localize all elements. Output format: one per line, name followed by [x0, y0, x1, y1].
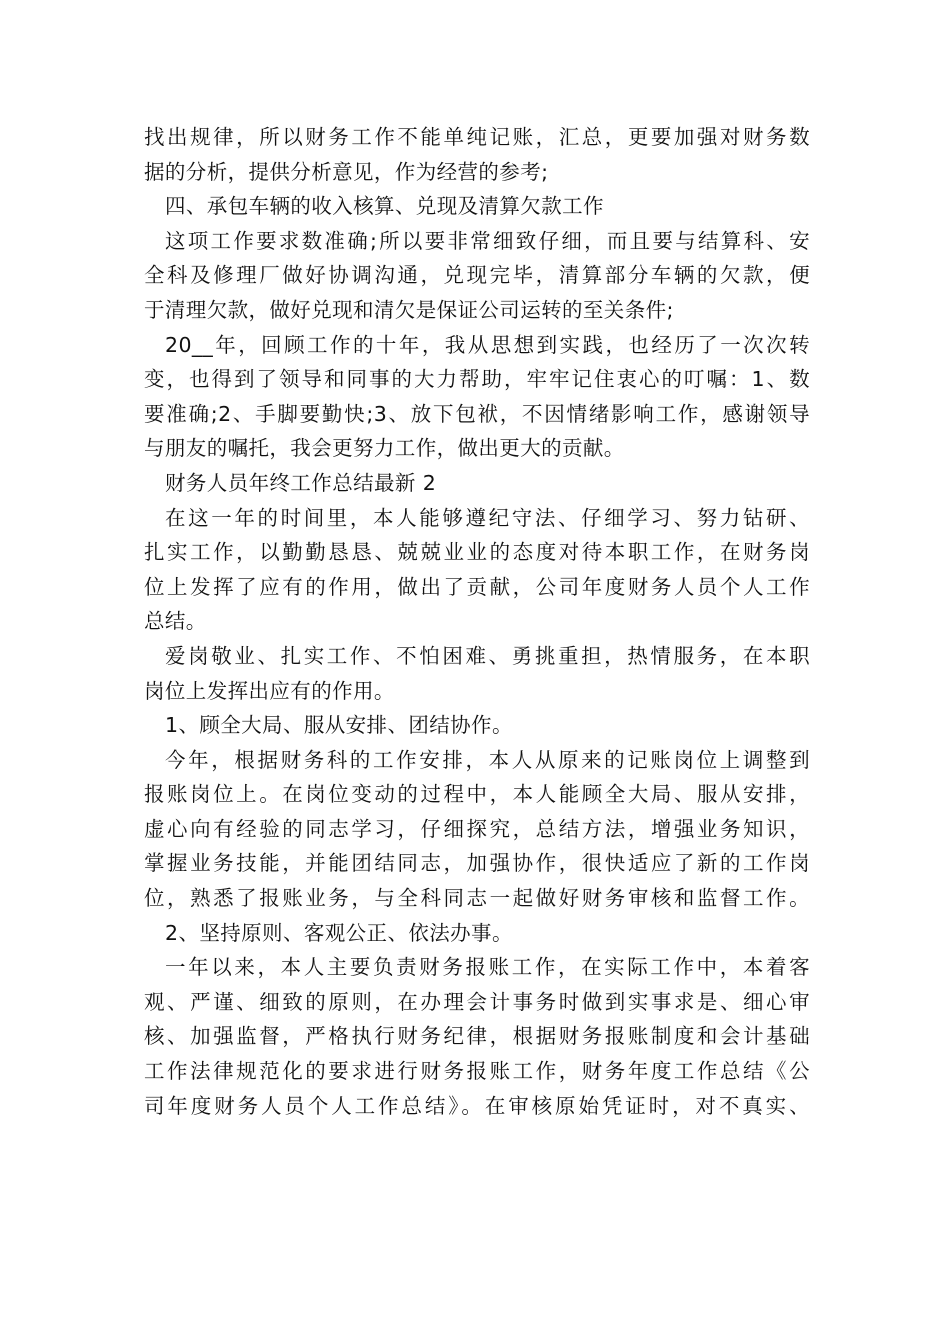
- text-line: 据的分析，提供分析意见，作为经营的参考;: [144, 159, 549, 184]
- text-line: 位上发挥了应有的作用，做出了贡献，公司年度财务人员个人工作: [144, 574, 810, 599]
- document-page: [144, 120, 810, 1123]
- text-line: 位，熟悉了报账业务，与全科同志一起做好财务审核和监督工作。: [144, 886, 810, 911]
- section-heading: 2、坚持原则、客观公正、依法办事。: [165, 920, 513, 945]
- text-line: 观、严谨、细致的原则，在办理会计事务时做到实事求是、细心审: [144, 989, 810, 1014]
- text-line: 要准确;2、手脚要勤快;3、放下包袱，不因情绪影响工作，感谢领导: [144, 401, 810, 426]
- document-subtitle: 财务人员年终工作总结最新 2: [165, 470, 437, 495]
- text-line: 司年度财务人员个人工作总结》。在审核原始凭证时，对不真实、: [144, 1093, 810, 1118]
- text-line: 一年以来，本人主要负责财务报账工作，在实际工作中，本着客: [165, 955, 810, 980]
- text-line: 报账岗位上。在岗位变动的过程中，本人能顾全大局、服从安排，: [144, 782, 810, 807]
- text-line: 全科及修理厂做好协调沟通，兑现完毕，清算部分车辆的欠款，便: [144, 263, 810, 288]
- text-line: 爱岗敬业、扎实工作、不怕困难、勇挑重担，热情服务，在本职: [165, 643, 810, 668]
- text-line: 这项工作要求数准确;所以要非常细致仔细，而且要与结算科、安: [165, 228, 810, 253]
- text-line: 虚心向有经验的同志学习，仔细探究，总结方法，增强业务知识，: [144, 816, 810, 841]
- text-line: 总结。: [144, 609, 207, 634]
- text-line: 岗位上发挥出应有的作用。: [144, 678, 395, 703]
- text-line: 于清理欠款，做好兑现和清欠是保证公司运转的至关条件;: [144, 297, 674, 322]
- text-line: 20__年，回顾工作的十年，我从思想到实践，也经历了一次次转: [165, 332, 810, 357]
- text-line: 掌握业务技能，并能团结同志，加强协作，很快适应了新的工作岗: [144, 851, 810, 876]
- text-line: 核、加强监督，严格执行财务纪律，根据财务报账制度和会计基础: [144, 1024, 810, 1049]
- text-line: 找出规律，所以财务工作不能单纯记账，汇总，更要加强对财务数: [144, 125, 810, 149]
- text-line: 变，也得到了领导和同事的大力帮助，牢牢记住衷心的叮嘱：1、数: [144, 367, 810, 392]
- text-line: 与朋友的嘱托，我会更努力工作，做出更大的贡献。: [144, 436, 625, 461]
- section-heading: 四、承包车辆的收入核算、兑现及清算欠款工作: [165, 194, 604, 219]
- text-line: 扎实工作，以勤勤恳恳、兢兢业业的态度对待本职工作，在财务岗: [144, 540, 810, 565]
- section-heading: 1、顾全大局、服从安排、团结协作。: [165, 713, 513, 738]
- text-line: 在这一年的时间里，本人能够遵纪守法、仔细学习、努力钻研、: [165, 505, 810, 530]
- text-line: 今年，根据财务科的工作安排，本人从原来的记账岗位上调整到: [165, 747, 810, 772]
- text-line: 工作法律规范化的要求进行财务报账工作，财务年度工作总结《公: [144, 1059, 810, 1084]
